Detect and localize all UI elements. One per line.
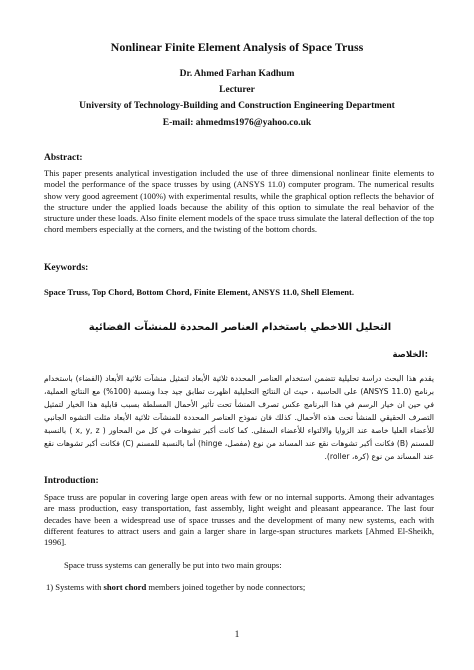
abstract-heading: Abstract: [44, 153, 83, 163]
author-affiliation: University of Technology-Building and Construction Engineering Department [79, 101, 395, 111]
author-email: E-mail: ahmedms1976@yahoo.co.uk [162, 118, 312, 128]
list-item-1 [46, 582, 305, 592]
list-item-1-bold: short chord [103, 582, 147, 592]
abstract-text: This paper presents analytical investigation included the use of three dimensional nonlinear finite elements to model the performance of the space trusses by using (ANSYS 11.0) computer program. The numerical results show very good agreement (100%) with experimental results, while the graphical option reflects the behavior of the structure under the applied loads because the ability of this option to simulate the real behavior of the structure under these loads. Also finite element models of the space truss simulate the lateral deflection of the top chord members especially at the corners, and the twisting of the bottom chords. [44, 168, 434, 235]
introduction-paragraph-1: Space truss are popular in covering large open areas with few or no internal supports. Among their advantages are mass production, easy transportation, fast assembly, light weight and pleasant appearance. The last four decades have been a widespread use of space trusses and the development of many new systems, each with different features to attract users and gain a larger share in large-span structures markets [Ahmed El-Sheikh, 1996]. [44, 492, 434, 548]
introduction-paragraph-2: Space truss systems can generally be put into two main groups: [64, 560, 282, 570]
arabic-abstract-heading: الخلاصة: [392, 350, 428, 360]
arabic-abstract-text: يقدم هذا البحث دراسة تحليلية تتضمن استخدام العناصر المحددة ثلاثية الأبعاد لتمثيل منشآت ثلاثية الأبعاد (الفضاء) باستخدام برنامج (ANSYS 11.0) على الحاسبة ، حيث ان النتائج التحليلية اظهرت تطابق جيد جدا وبنسبة (100%) مع النتائج العملية، في حين ان خيار الرسم في هذا البرنامج عكس تصرف المنشأ تحت تأثير الأحمال المسلطة بسبب قابلية هذا الخيار لتمثيل التصرف الحقيقي للمنشأ تحت هذه الأحمال. كذلك فان نموذج العناصر المحددة للمنشآت ثلاثية الأبعاد مثلت التشوه الجانبي للأعضاء العليا خاصة عند الزوايا والالتواء للأعضاء السفلى. كما كانت أكبر تشوهات في كل من المحاور ( x, y, z ) بالنسبة للمسنم (B) فكانت أكبر تشوهات نقع عند المساند من نوع (مفصل، hinge) أما بالنسبة للمسنم (C) فكانت أكبر تشوهات نقع عند المساند من نوع (كرة، roller). [44, 374, 435, 461]
keywords-heading: Keywords: [44, 263, 89, 273]
author-name: Dr. Ahmed Farhan Kadhum [179, 69, 295, 79]
introduction-heading: Introduction: [44, 476, 99, 486]
list-item-1-suffix: members joined together by node connectors; [146, 582, 306, 592]
paper-title: Nonlinear Finite Element Analysis of Space Truss [110, 40, 364, 54]
author-position: Lecturer [219, 85, 255, 95]
keywords-text: Space Truss, Top Chord, Bottom Chord, Finite Element, ANSYS 11.0, Shell Element. [44, 287, 355, 297]
page-number: 1 [234, 630, 240, 640]
arabic-title: التحليل اللاخطي باستخدام العناصر المحددة للمنشآت الفضائية [88, 322, 392, 333]
list-item-1-prefix: 1) Systems with [46, 582, 104, 592]
